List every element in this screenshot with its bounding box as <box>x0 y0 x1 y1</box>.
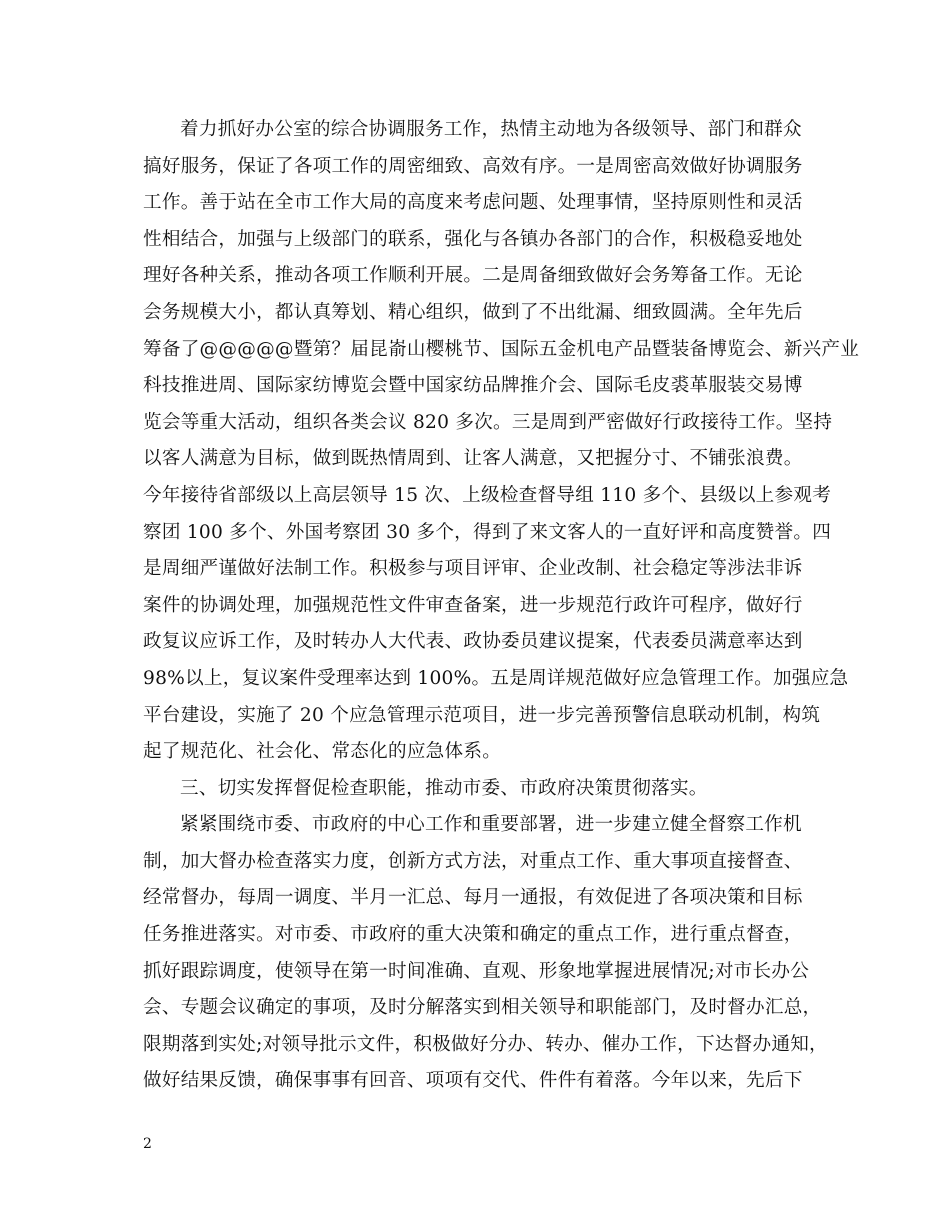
paragraph-line: 搞好服务，保证了各项工作的周密细致、高效有序。一是周密高效做好协调服务 <box>143 155 803 177</box>
paragraph-line: 科技推进周、国际家纺博览会暨中国家纺品牌推介会、国际毛皮裘革服装交易博 <box>143 375 803 397</box>
paragraph-line: 今年接待省部级以上高层领导 15 次、上级检查督导组 110 多个、县级以上参观考 <box>143 484 832 506</box>
document-body <box>143 112 860 1100</box>
paragraph-line: 限期落到实处;对领导批示文件，积极做好分办、转办、催办工作，下达督办通知， <box>143 1033 828 1055</box>
paragraph-line: 制，加大督办检查落实力度，创新方式方法，对重点工作、重大事项直接督查、 <box>143 850 803 872</box>
paragraph-line: 览会等重大活动，组织各类会议 820 多次。三是周到严密做好行政接待工作。坚持 <box>143 411 833 433</box>
paragraph-line: 理好各种关系，推动各项工作顺利开展。二是周备细致做好会务筹备工作。无论 <box>143 265 803 287</box>
paragraph-line: 紧紧围绕市委、市政府的中心工作和重要部署，进一步建立健全督察工作机 <box>180 814 802 836</box>
paragraph-line: 抓好跟踪调度，使领导在第一时间准确、直观、形象地掌握进展情况;对市长办公 <box>143 960 810 982</box>
paragraph-line: 着力抓好办公室的综合协调服务工作，热情主动地为各级领导、部门和群众 <box>180 119 802 140</box>
paragraph-line: 平台建设，实施了 20 个应急管理示范项目，进一步完善预警信息联动机制，构筑 <box>143 704 821 726</box>
paragraph-line: 会、专题会议确定的事项，及时分解落实到相关领导和职能部门，及时督办汇总， <box>143 997 822 1019</box>
paragraph-line: 会务规模大小，都认真筹划、精心组织，做到了不出纰漏、细致圆满。全年先后 <box>143 301 803 323</box>
paragraph-line: 是周细严谨做好法制工作。积极参与项目评审、企业改制、社会稳定等涉法非诉 <box>143 558 803 580</box>
paragraph-line: 筹备了@@@@@暨第？届昆嵛山樱桃节、国际五金机电产品暨装备博览会、新兴产业 <box>143 338 860 360</box>
paragraph-line: 起了规范化、社会化、常态化的应急体系。 <box>143 741 502 763</box>
paragraph-line: 工作。善于站在全市工作大局的高度来考虑问题、处理事情，坚持原则性和灵活 <box>143 192 803 214</box>
paragraph-line: 做好结果反馈，确保事事有回音、项项有交代、件件有着落。今年以来，先后下 <box>143 1070 803 1092</box>
paragraph-line: 政复议应诉工作，及时转办人大代表、政协委员建议提案，代表委员满意率达到 <box>143 631 803 653</box>
paragraph-line: 98%以上，复议案件受理率达到 100%。五是周详规范做好应急管理工作。加强应急 <box>143 667 849 689</box>
paragraph-line: 案件的协调处理，加强规范性文件审查备案，进一步规范行政许可程序，做好行 <box>143 594 803 616</box>
paragraph-line: 性相结合，加强与上级部门的联系，强化与各镇办各部门的合作，积极稳妥地处 <box>143 228 803 250</box>
paragraph-line: 经常督办，每周一调度、半月一汇总、每月一通报，有效促进了各项决策和目标 <box>143 887 803 909</box>
paragraph-line: 以客人满意为目标，做到既热情周到、让客人满意，又把握分寸、不铺张浪费。 <box>143 448 803 470</box>
paragraph-line: 察团 100 多个、外国考察团 30 多个，得到了来文客人的一直好评和高度赞誉。四 <box>143 521 832 543</box>
page-number: 2 <box>143 1136 152 1152</box>
paragraph-line: 任务推进落实。对市委、市政府的重大决策和确定的重点工作，进行重点督查， <box>143 924 803 946</box>
section-heading: 三、切实发挥督促检查职能，推动市委、市政府决策贯彻落实。 <box>180 777 708 799</box>
